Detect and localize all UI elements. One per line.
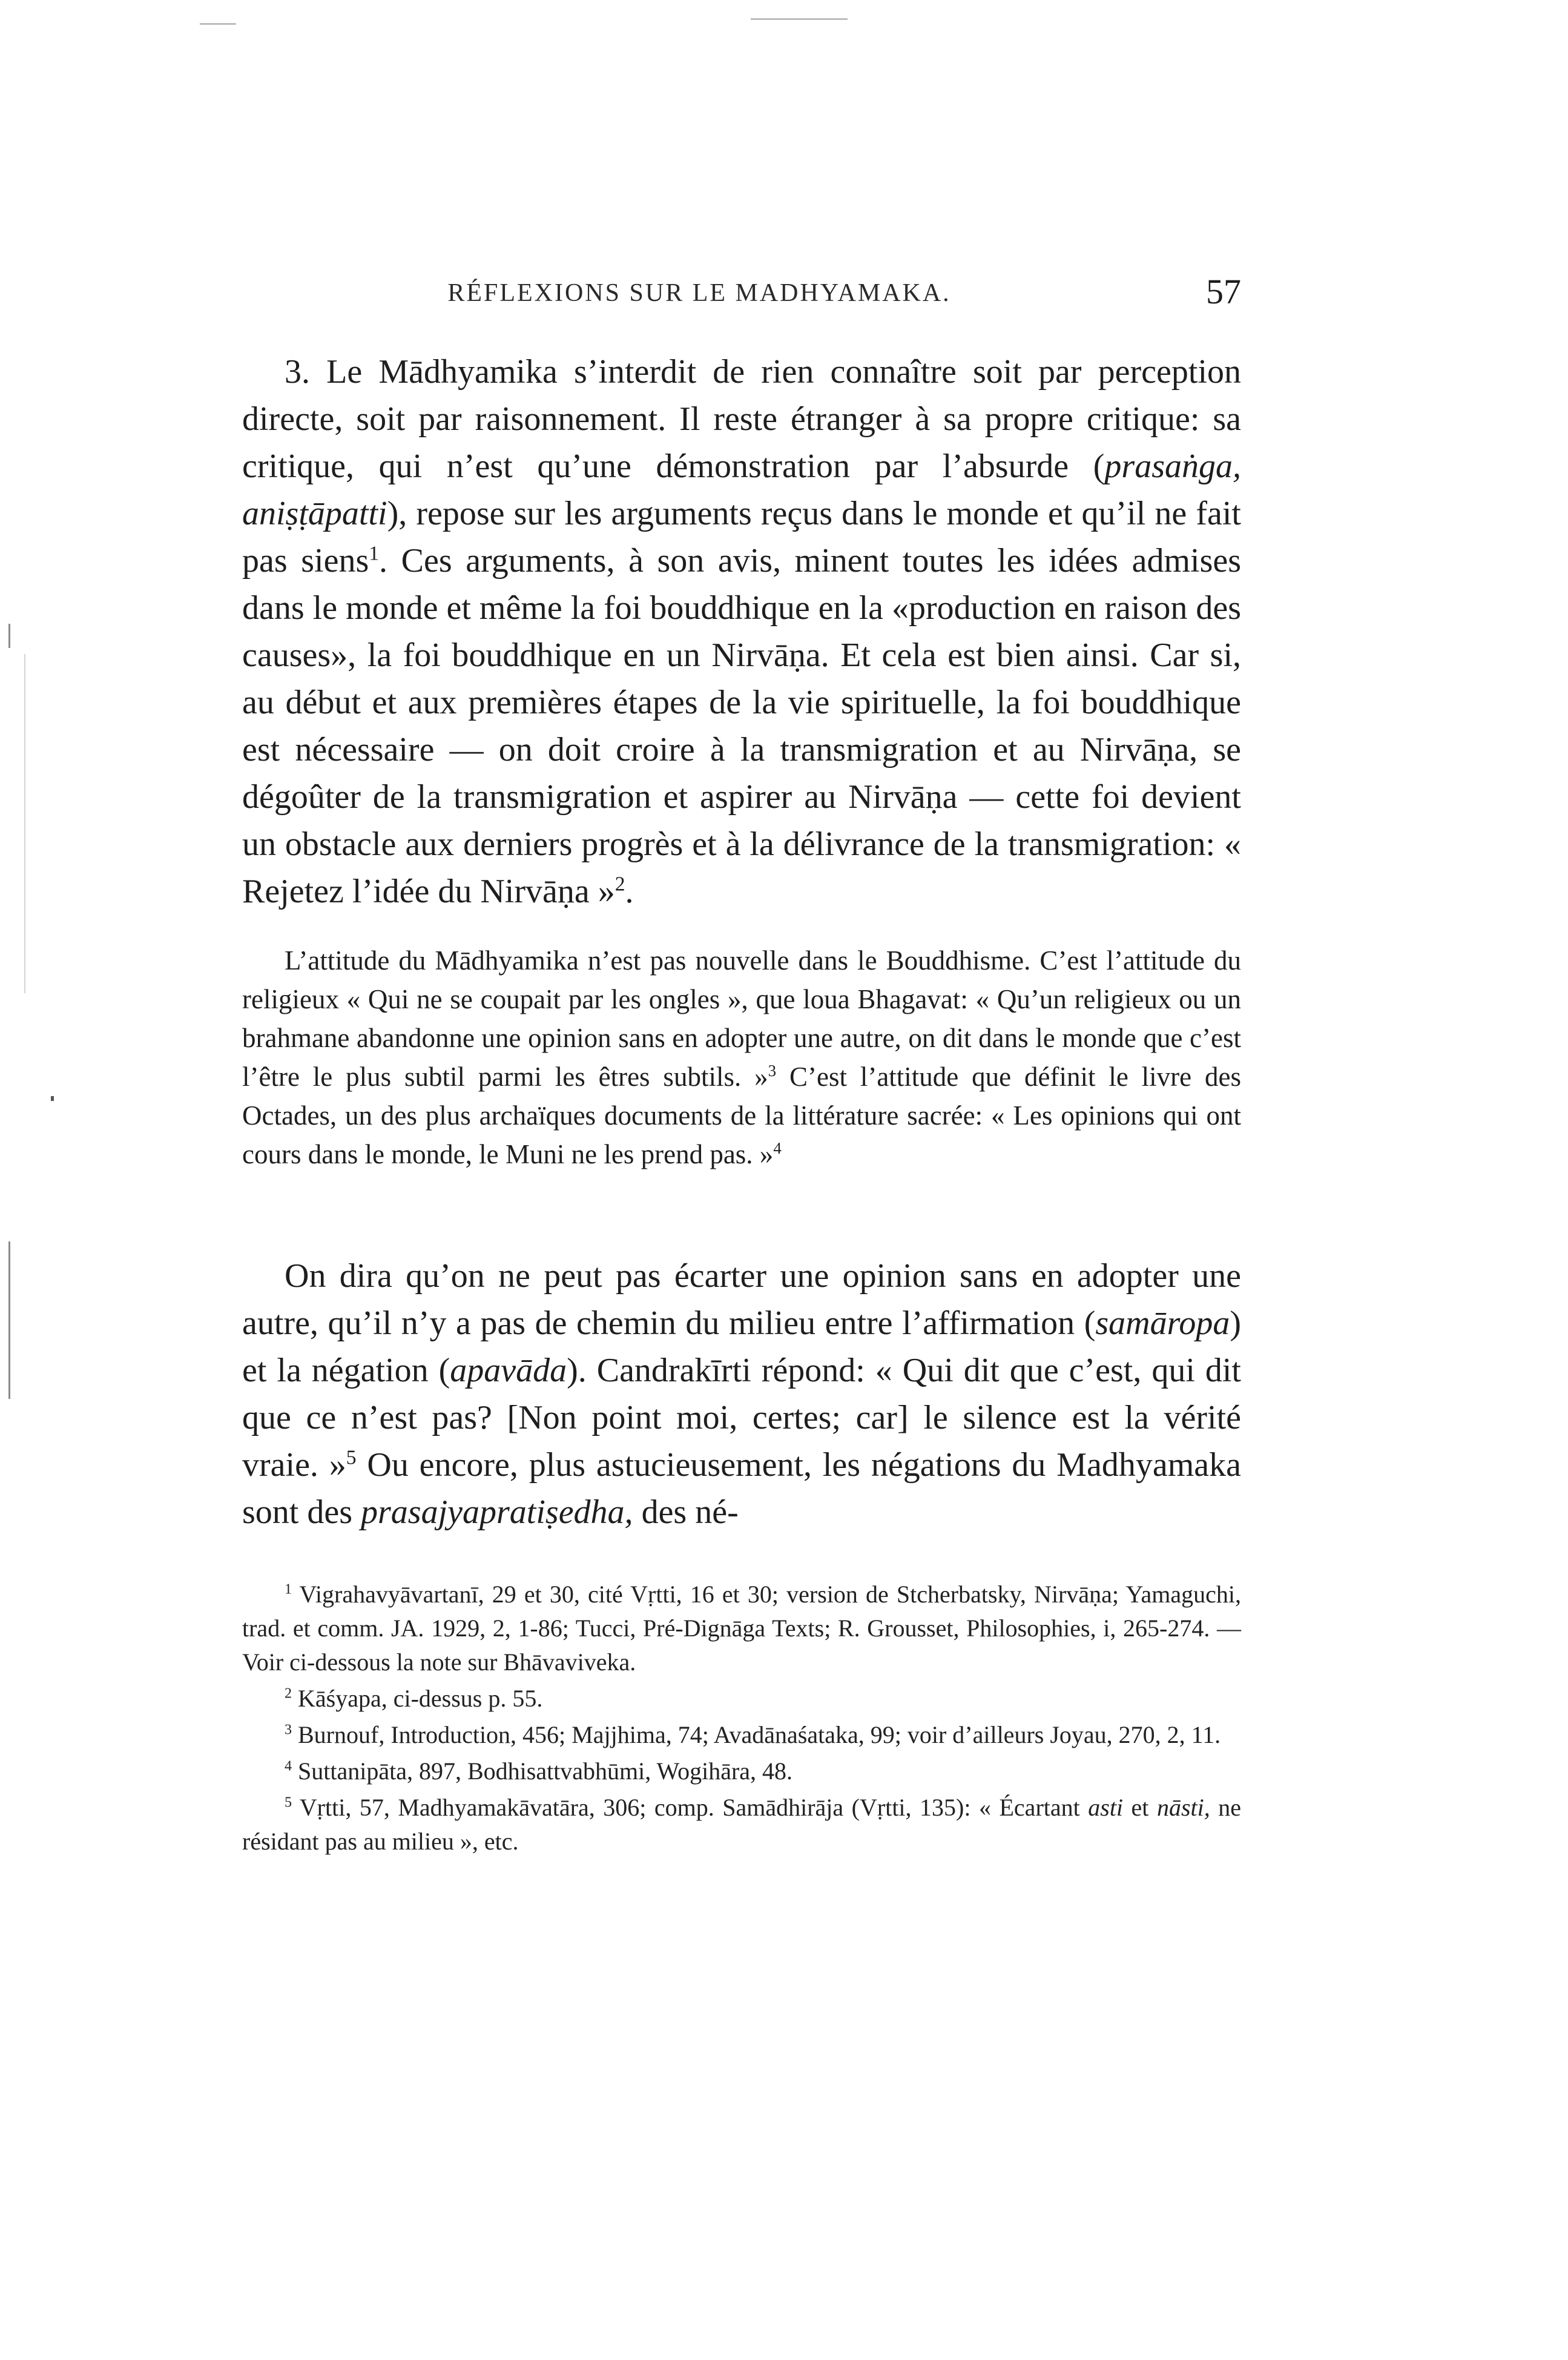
italic-term: asti (1088, 1794, 1124, 1821)
page-number: 57 (1206, 272, 1241, 311)
footnote-number: 2 (285, 1685, 292, 1702)
footnotes (242, 1578, 1241, 1861)
footnote-text: Suttanipāta, 897, Bodhisattvabhūmi, Wogihāra, 48. (298, 1757, 793, 1785)
italic-term: prasaṅga, aniṣṭāpatti (242, 448, 1241, 532)
text-run: ), repose sur les arguments reçus dans le monde et qu’il ne fait pas siens (242, 495, 1241, 580)
footnote-number: 3 (285, 1722, 292, 1738)
paragraph-middle-path (242, 1252, 1241, 1536)
scan-margin-mark (24, 654, 25, 993)
text-run: ). Candrakīrti répond: « Qui dit que c’est, qui dit que ce n’est pas? [Non point moi, certes; car] le silence est la vérité vraie. » (242, 1352, 1241, 1484)
footnote-text: Kāśyapa, ci-dessus p. 55. (298, 1685, 543, 1712)
scan-margin-mark (8, 1241, 10, 1399)
page-header (275, 271, 1241, 314)
footnote-ref-3: 3 (768, 1062, 777, 1080)
text-run: des né- (633, 1493, 739, 1531)
footnote-text: Vigrahavyāvartanī, 29 et 30, cité Vṛtti, 16 et 30; version de Stcherbatsky, Nirvāṇa; Yamaguchi, trad. et comm. JA. 1929, 2, 1-86; Tucci, Pré-Dignāga Texts; R. Grousset, Philosophies, i, 265-274. — Voir ci-dessous la note sur Bhāvaviveka. (242, 1581, 1242, 1676)
footnote-5 (242, 1791, 1241, 1859)
footnote-number: 1 (285, 1581, 292, 1598)
footnote-1 (242, 1578, 1241, 1679)
scan-speck (200, 23, 236, 25)
text-run: Ou encore, plus astucieusement, les négations du Madhyamaka sont des (242, 1446, 1241, 1531)
footnote-ref-4: 4 (773, 1139, 782, 1157)
scan-margin-mark (51, 1096, 54, 1101)
footnote-ref-5: 5 (346, 1446, 357, 1469)
footnote-2 (242, 1682, 1241, 1716)
footnote-text: et (1123, 1794, 1157, 1821)
text-run: 3. Le Mādhyamika s’interdit de rien connaître soit par perception directe, soit par raisonnement. Il reste étranger à sa propre critique: sa critique, qui n’est qu’une démonstration par l’absurde ( (242, 353, 1241, 485)
footnote-text: Vṛtti, 57, Madhyamakāvatāra, 306; comp. Samādhirāja (Vṛtti, 135): « Écartant (299, 1794, 1089, 1821)
footnote-4 (242, 1754, 1241, 1788)
footnote-text: Burnouf, Introduction, 456; Majjhima, 74; Avadānaśataka, 99; voir d’ailleurs Joyau, 270, 2, 11. (298, 1721, 1221, 1748)
footnote-ref-1: 1 (369, 542, 380, 565)
italic-term: apavāda (450, 1352, 567, 1389)
text-run: . (625, 873, 634, 910)
text-run: ) et la négation ( (242, 1304, 1241, 1389)
scan-margin-mark (8, 624, 10, 648)
running-title: RÉFLEXIONS SUR LE MADHYAMAKA. (447, 279, 951, 307)
text-run: On dira qu’on ne peut pas écarter une opinion sans en adopter une autre, qu’il n’y a pas de chemin du milieu entre l’affirmation ( (242, 1257, 1241, 1342)
footnote-number: 4 (285, 1758, 292, 1774)
italic-term: samāropa (1095, 1304, 1230, 1342)
italic-term: prasajyapratiṣedha, (361, 1493, 633, 1531)
text-run: . Ces arguments, à son avis, minent toutes les idées admises dans le monde et même la foi bouddhique en la «production en raison des causes», la foi bouddhique en un Nirvāṇa. Et cela est bien ainsi. Car si, au début et aux premières étapes de la vie spirituelle, la foi bouddhique est nécessaire — on doit croire à la transmigration et au Nirvāṇa, se dégoûter de la transmigration et aspirer au Nirvāṇa — cette foi devient un obstacle aux derniers progrès et à la délivrance de la transmigration: « Rejetez l’idée du Nirvāṇa » (242, 542, 1242, 910)
text-run: C’est l’attitude que définit le livre des Octades, un des plus archaïques documents de la littérature sacrée: « Les opinions qui ont cours dans le monde, le Muni ne les prend pas. » (242, 1062, 1241, 1169)
paragraph-madhyamika-critique (242, 348, 1241, 915)
scan-speck (751, 18, 848, 20)
text-run: L’attitude du Mādhyamika n’est pas nouvelle dans le Bouddhisme. C’est l’attitude du religieux « Qui ne se coupait par les ongles », que loua Bhagavat: « Qu’un religieux ou un brahmane abandonne une opinion sans en adopter une autre, on dit dans le monde que c’est l’être le plus subtil parmi les êtres subtils. » (242, 945, 1241, 1092)
footnote-ref-2: 2 (614, 873, 625, 896)
paragraph-attitude-quote (242, 941, 1241, 1174)
italic-term: nāsti, (1156, 1794, 1210, 1821)
footnote-3 (242, 1718, 1241, 1752)
footnote-number: 5 (285, 1794, 292, 1811)
footnote-text: ne résidant pas au milieu », etc. (242, 1794, 1241, 1855)
